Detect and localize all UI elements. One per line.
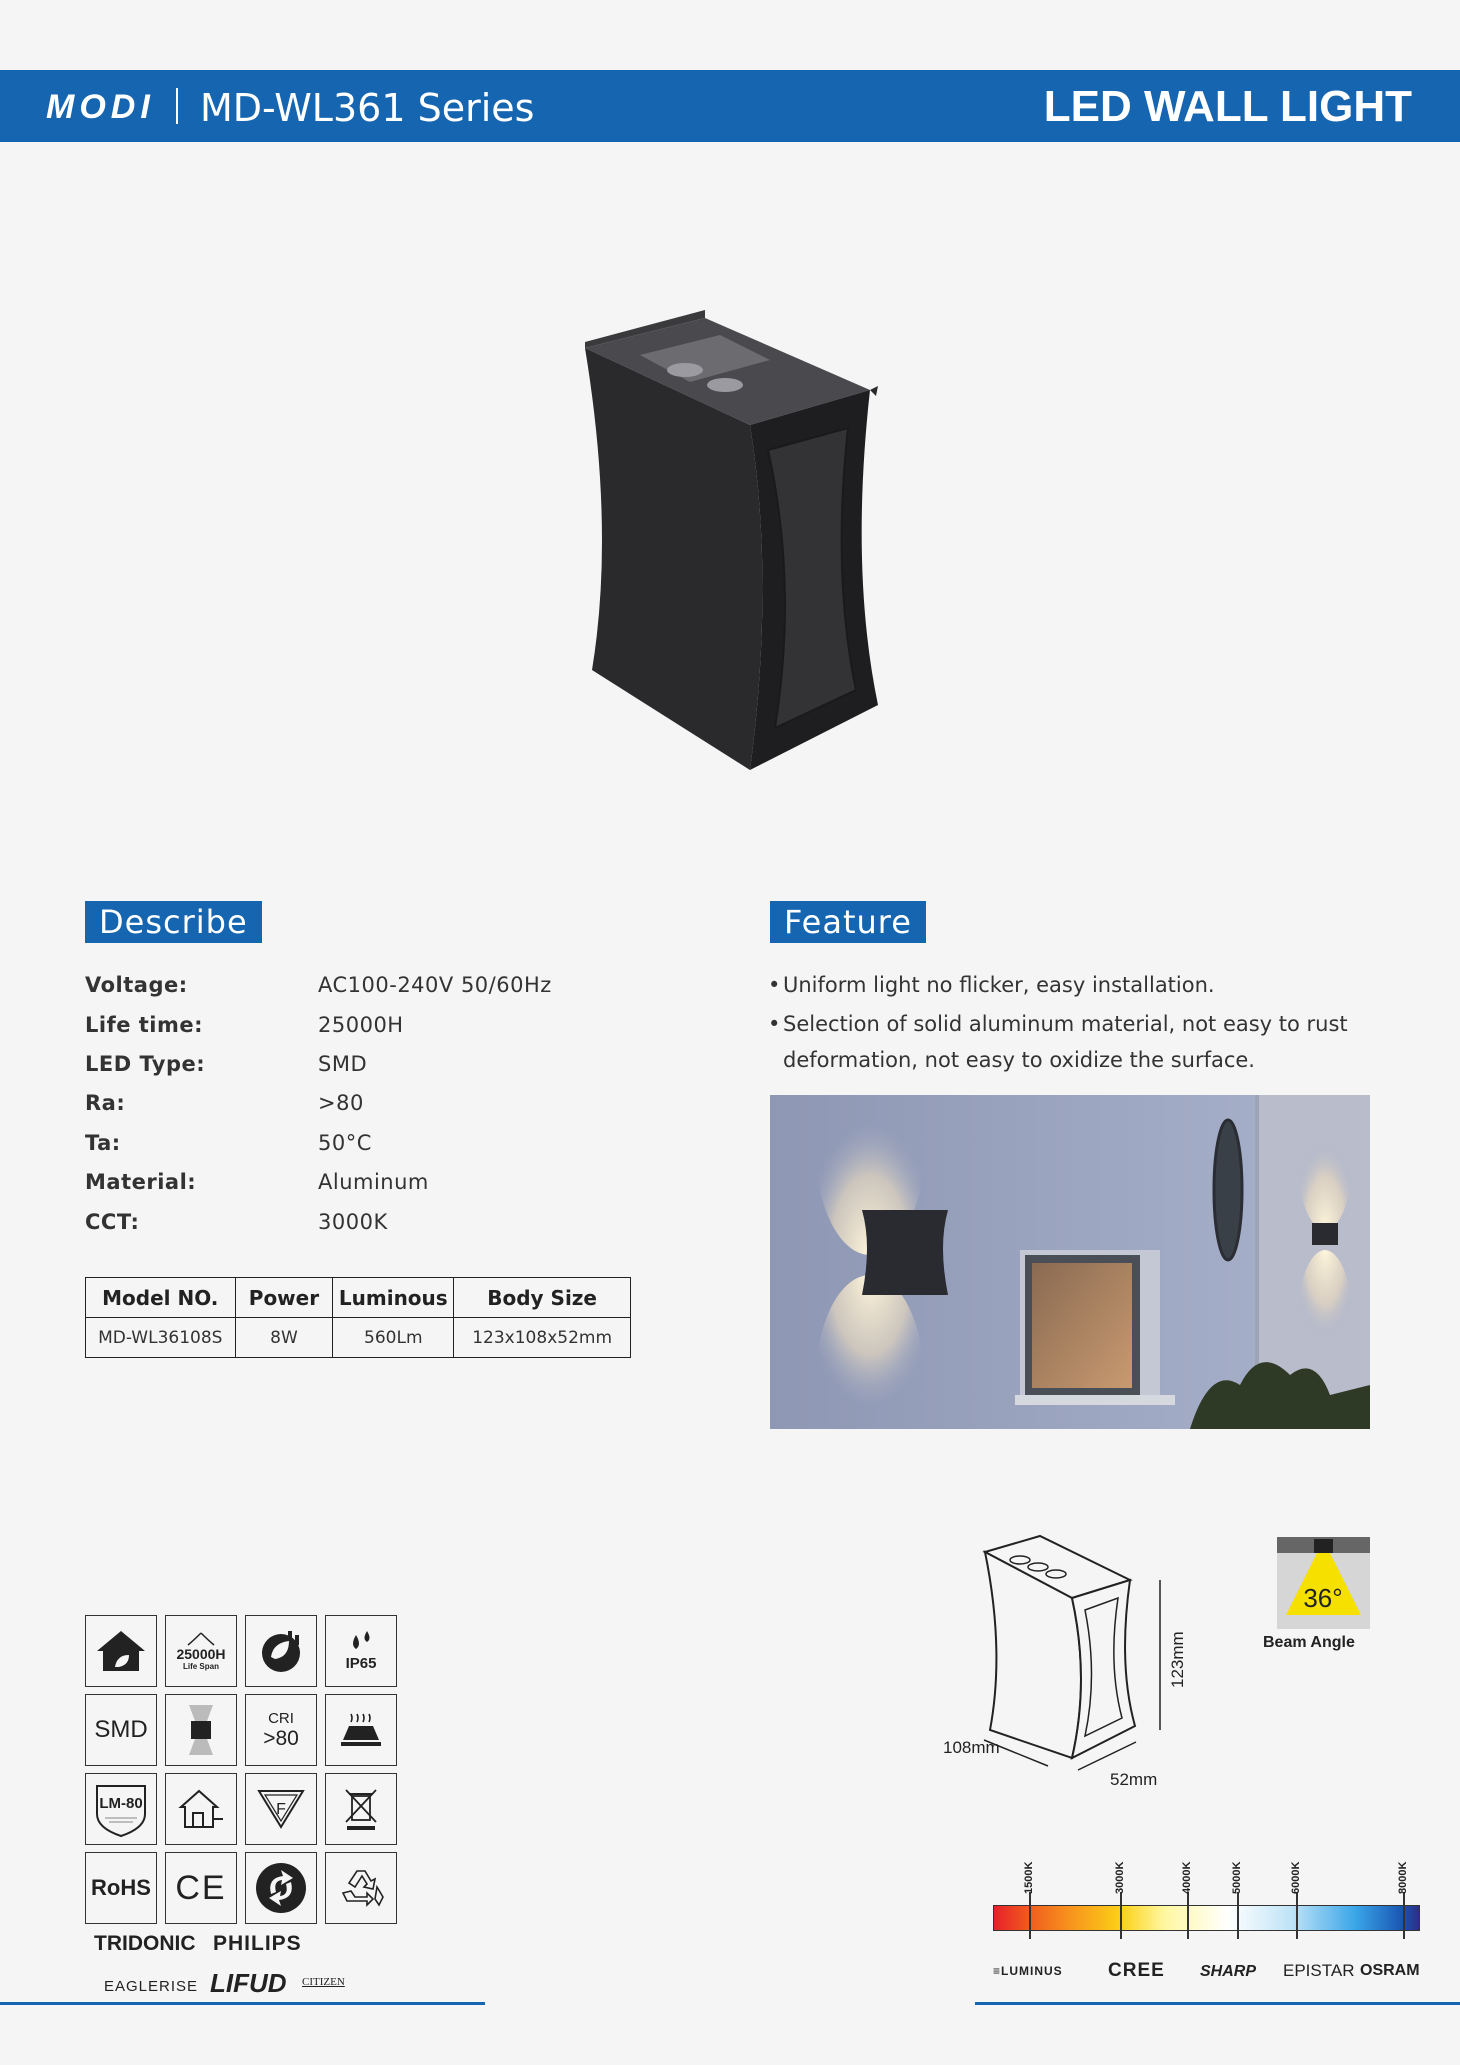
indoor-outdoor-icon [165, 1773, 237, 1845]
bullet-icon: • [768, 973, 781, 997]
beam-angle-icon [1277, 1537, 1370, 1629]
spec-key: Ta: [85, 1131, 121, 1155]
spec-key: Ra: [85, 1091, 126, 1115]
shield-icon [91, 1780, 151, 1838]
describe-heading: Describe [85, 901, 262, 943]
spec-key: Material: [85, 1170, 197, 1194]
cct-label-3000k: 3000K [1114, 1861, 1126, 1894]
green-dot-icon [245, 1852, 317, 1924]
spec-value: 50°C [318, 1131, 372, 1155]
beam-angle-label: Beam Angle [1263, 1634, 1355, 1651]
f-triangle-icon [255, 1787, 307, 1831]
cct-label-1500k: 1500K [1023, 1861, 1035, 1894]
table-cell: 560Lm [333, 1318, 454, 1358]
depth-dimension: 52mm [1110, 1770, 1158, 1789]
table-header: Luminous [333, 1278, 454, 1318]
spec-value: 3000K [318, 1210, 388, 1234]
beam-cone-icon [1277, 1537, 1370, 1629]
brand-luminus-logo: ≡LUMINUS [993, 1964, 1063, 1978]
table-cell: 8W [235, 1318, 333, 1358]
cct-color-bar [993, 1905, 1420, 1931]
spec-value: Aluminum [318, 1170, 429, 1194]
house-outline-icon [177, 1787, 225, 1831]
model-table [85, 1277, 631, 1358]
flammable-surface-icon [245, 1773, 317, 1845]
table-row [86, 1318, 631, 1358]
spec-value: >80 [318, 1091, 364, 1115]
brand-tridonic-logo: TRIDONIC [94, 1932, 196, 1955]
spec-value: SMD [318, 1052, 368, 1076]
spec-value: AC100-240V 50/60Hz [318, 973, 552, 997]
lm80-icon [85, 1773, 157, 1845]
feature-heading: Feature [770, 901, 926, 943]
rohs-label: RoHS [91, 1875, 151, 1900]
cct-tick [1296, 1892, 1298, 1939]
beam-angle-value: 36° [1303, 1583, 1343, 1613]
application-scene-image [770, 1095, 1370, 1429]
ip-label: IP65 [345, 1654, 377, 1672]
brand-philips-logo: PHILIPS [213, 1932, 302, 1955]
cct-tick [1120, 1892, 1122, 1939]
header-bar [0, 70, 1460, 142]
smd-label: SMD [94, 1716, 148, 1743]
cri-label: CRI [268, 1709, 294, 1727]
table-header: Power [235, 1278, 333, 1318]
table-cell: MD-WL36108S [86, 1318, 236, 1358]
feature-item [768, 1006, 1368, 1078]
table-header: Model NO. [86, 1278, 236, 1318]
spec-key: LED Type: [85, 1052, 206, 1076]
brand-sharp-logo: SHARP [1200, 1963, 1257, 1980]
brand-osram-logo: OSRAM [1360, 1962, 1420, 1979]
series-title: MD-WL361 Series [200, 86, 535, 130]
brand-eaglerise-logo: EAGLERISE [104, 1978, 199, 1995]
cct-tick [1187, 1892, 1189, 1939]
heat-dissipation-icon [325, 1694, 397, 1766]
spec-key: CCT: [85, 1210, 140, 1234]
ip-rating-icon [325, 1615, 397, 1687]
feature-text: Selection of solid aluminum material, not easy to rust deformation, not easy to oxidize the surface. [783, 1012, 1348, 1072]
feature-item [768, 967, 1368, 1003]
indoor-use-icon [85, 1615, 157, 1687]
up-down-light-icon [165, 1694, 237, 1766]
recycle-circle-icon [254, 1861, 308, 1915]
ce-label: CE [175, 1868, 227, 1907]
cct-tick [1237, 1892, 1239, 1939]
plug-leaf-icon [257, 1627, 305, 1675]
logo-divider [176, 88, 178, 124]
cct-tick [1403, 1892, 1405, 1939]
spec-key: Life time: [85, 1013, 204, 1037]
cct-label-8000k: 8000K [1397, 1861, 1409, 1894]
brand-citizen-logo: CITIZEN [302, 1976, 345, 1988]
water-drop-icon [346, 1631, 376, 1655]
brand-cree-logo: CREE [1108, 1960, 1165, 1981]
cct-tick [1029, 1892, 1031, 1939]
ce-icon [165, 1852, 237, 1924]
smd-chip-icon [85, 1694, 157, 1766]
table-cell: 123x108x52mm [454, 1318, 631, 1358]
crossed-bin-icon [343, 1786, 379, 1832]
recycle-triangle-icon [337, 1865, 385, 1911]
height-dimension: 123mm [1168, 1631, 1187, 1688]
recyclable-icon [325, 1852, 397, 1924]
lm80-text: LM-80 [99, 1795, 143, 1812]
spec-value: 25000H [318, 1013, 404, 1037]
cri-icon [245, 1694, 317, 1766]
brand-lifud-logo: LIFUD [210, 1968, 287, 1998]
lifespan-label: Life Span [182, 1661, 219, 1671]
rohs-icon [85, 1852, 157, 1924]
category-title: LED WALL LIGHT [1043, 82, 1412, 131]
up-down-beam-icon [181, 1705, 221, 1755]
house-leaf-icon [95, 1629, 147, 1673]
lifespan-value: 25000H [176, 1645, 226, 1662]
footer-line-left [0, 2002, 485, 2005]
weee-icon [325, 1773, 397, 1845]
lifespan-icon [165, 1615, 237, 1687]
cct-label-6000k: 6000K [1290, 1861, 1302, 1894]
brand-logo: MODI [46, 88, 155, 126]
bullet-icon: • [768, 1012, 781, 1036]
brand-epistar-logo: EPISTAR [1283, 1961, 1355, 1980]
feature-text: Uniform light no flicker, easy installation. [783, 973, 1215, 997]
cct-label-5000k: 5000K [1231, 1861, 1243, 1894]
table-header-row [86, 1278, 631, 1318]
product-image [560, 300, 900, 780]
spec-key: Voltage: [85, 973, 188, 997]
energy-saving-icon [245, 1615, 317, 1687]
heat-sink-icon [339, 1710, 383, 1750]
cct-label-4000k: 4000K [1181, 1861, 1193, 1894]
footer-line-right [975, 2002, 1460, 2005]
width-dimension: 108mm [943, 1738, 1000, 1757]
table-header: Body Size [454, 1278, 631, 1318]
hourglass-icon [186, 1632, 216, 1646]
cri-value: >80 [263, 1726, 299, 1750]
svg-text:F: F [276, 1801, 286, 1818]
